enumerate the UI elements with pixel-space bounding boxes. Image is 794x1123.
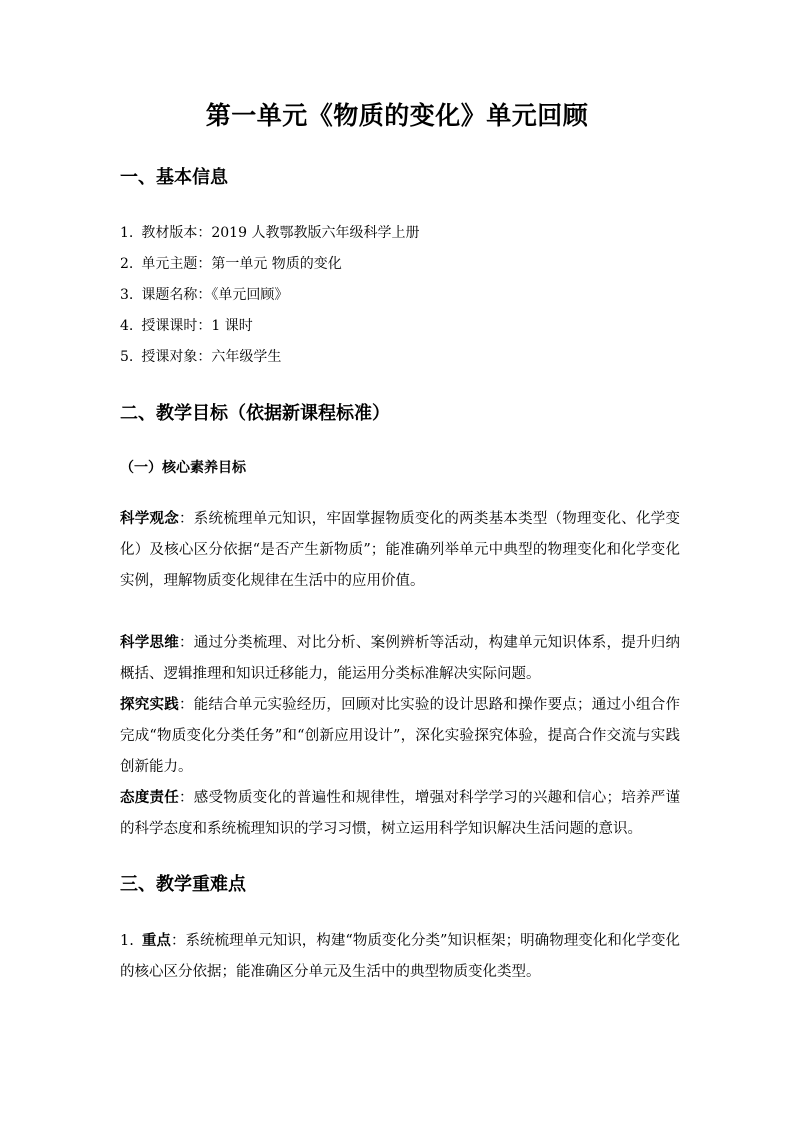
goal-text: ：感受物质变化的普遍性和规律性，增强对科学学习的兴趣和信心；培养严谨的科学态度和系统梳理知识的学习习惯，树立运用科学知识解决生活问题的意识。 [120, 790, 681, 837]
list-item-number: 1. [120, 225, 134, 241]
goal-paragraph-science-concept [120, 503, 680, 597]
goal-text: ：能结合单元实验经历，回顾对比实验的设计思路和操作要点；通过小组合作完成“物质变化分类任务”和“创新应用设计”，深化实验探究体验，提高合作交流与实践创新能力。 [120, 697, 681, 775]
list-item-number: 4. [120, 318, 134, 334]
list-item-text: 教材版本：2019 人教鄂教版六年级科学上册 [141, 225, 420, 241]
section-heading-teaching-goals: 二、教学目标（依据新课程标准） [120, 403, 390, 424]
subsection-heading-core-literacy: （一）核心素养目标 [120, 460, 246, 476]
list-item [120, 316, 253, 336]
document-title: 第一单元《物质的变化》单元回顾 [205, 101, 589, 130]
list-item-number: 5. [120, 349, 134, 365]
goal-paragraph-attitude-responsibility [120, 782, 680, 845]
list-item-text: 授课课时：1 课时 [141, 318, 253, 334]
list-item-text: 单元主题：第一单元 物质的变化 [141, 256, 342, 272]
section-heading-key-points: 三、教学重难点 [120, 874, 246, 895]
list-item-number: 3. [120, 287, 134, 303]
goal-text: ：系统梳理单元知识，牢固掌握物质变化的两类基本类型（物理变化、化学变化）及核心区分依据“是否产生新物质”；能准确列举单元中典型的物理变化和化学变化实例，理解物质变化规律在生活中的应用价值。 [120, 511, 681, 589]
key-point-text: ：系统梳理单元知识，构建“物质变化分类”知识框架；明确物理变化和化学变化的核心区分依据；能准确区分单元及生活中的典型物质变化类型。 [120, 933, 680, 980]
list-item [120, 285, 288, 305]
list-item-text: 课题名称：《单元回顾》 [141, 287, 289, 303]
goal-label: 科学观念 [120, 510, 179, 527]
key-point-label: 重点 [141, 932, 171, 949]
goal-paragraph-inquiry-practice [120, 689, 680, 783]
goal-paragraph-science-thinking [120, 627, 680, 690]
list-item [120, 347, 281, 367]
goal-label: 探究实践 [120, 696, 179, 713]
section-heading-basic-info: 一、基本信息 [120, 167, 228, 188]
list-item [120, 254, 342, 274]
list-item [120, 223, 419, 243]
key-point-number: 1. [120, 933, 134, 949]
key-point-paragraph [120, 925, 680, 988]
goal-label: 科学思维 [120, 634, 179, 651]
goal-label: 态度责任 [120, 789, 179, 806]
list-item-number: 2. [120, 256, 134, 272]
list-item-text: 授课对象：六年级学生 [141, 349, 282, 365]
goal-text: ：通过分类梳理、对比分析、案例辨析等活动，构建单元知识体系，提升归纳概括、逻辑推理和知识迁移能力，能运用分类标准解决实际问题。 [120, 635, 681, 682]
